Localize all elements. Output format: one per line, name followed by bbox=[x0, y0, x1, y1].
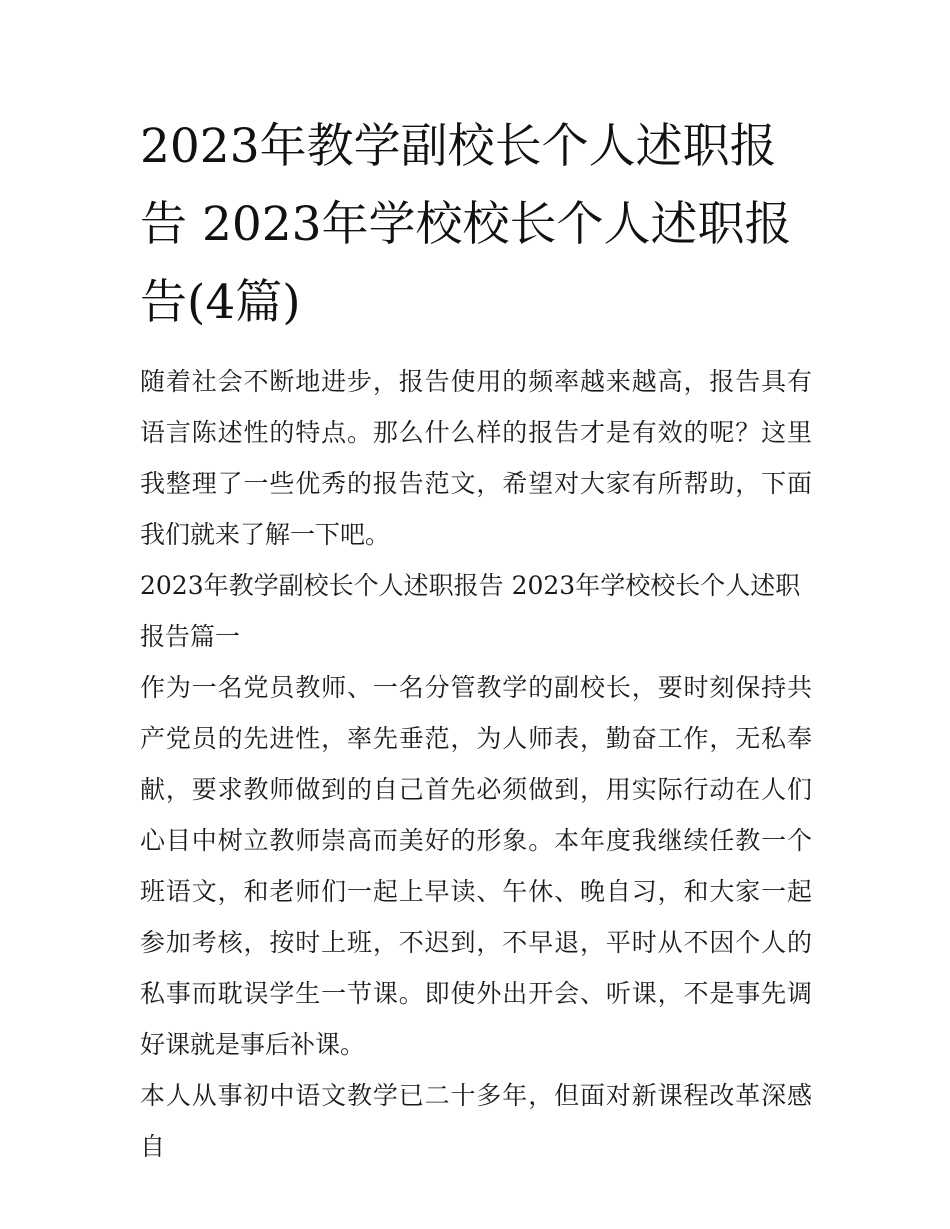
document-title: 2023年教学副校长个人述职报告 2023年学校校长个人述职报告(4篇) bbox=[140, 119, 792, 330]
section-heading: 2023年教学副校长个人述职报告 2023年学校校长个人述职报告篇一 bbox=[140, 571, 801, 651]
body-paragraph-2: 本人从事初中语文教学已二十多年，但面对新课程改革深感自 bbox=[140, 1081, 812, 1161]
document-body bbox=[140, 108, 812, 1172]
body-paragraph-1: 作为一名党员教师、一名分管教学的副校长，要时刻保持共产党员的先进性，率先垂范，为人师表，勤奋工作，无私奉献，要求教师做到的自己首先必须做到，用实际行动在人们心目中树立教师崇高而美好的形象。本年度我继续任教一个班语文，和老师们一起上早读、午休、晚自习，和大家一起参加考核，按时上班，不迟到，不早退，平时从不因个人的私事而耽误学生一节课。即使外出开会、听课，不是事先调好课就是事后补课。 bbox=[140, 673, 812, 1059]
intro-paragraph: 随着社会不断地进步，报告使用的频率越来越高，报告具有语言陈述性的特点。那么什么样的报告才是有效的呢？这里我整理了一些优秀的报告范文，希望对大家有所帮助，下面我们就来了解一下吧。 bbox=[140, 367, 812, 549]
